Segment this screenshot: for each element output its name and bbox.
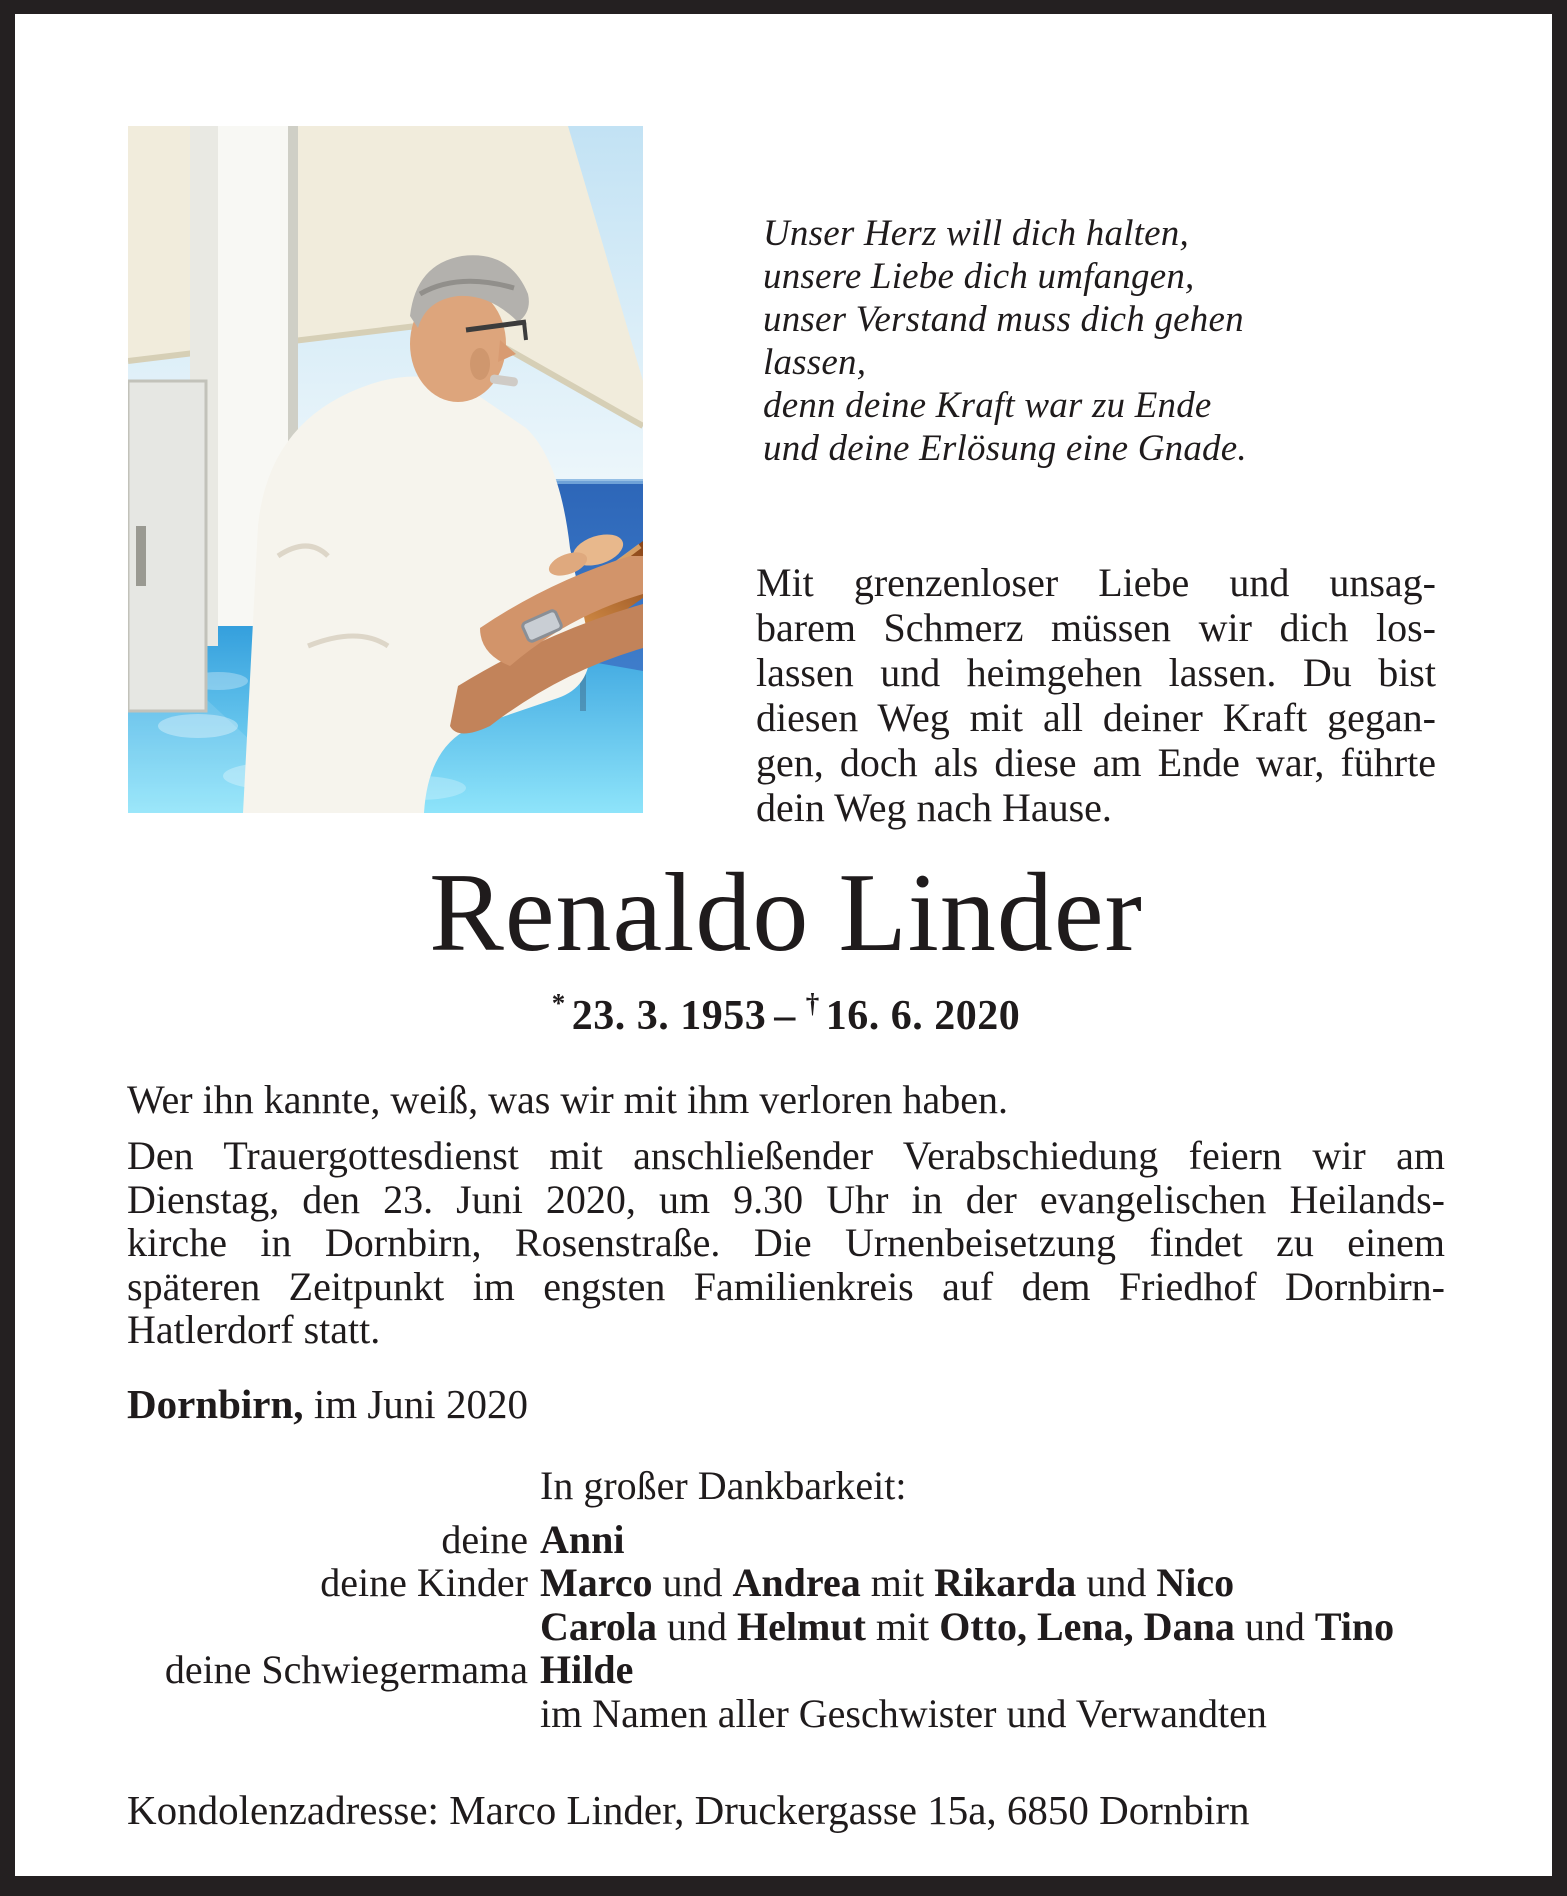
mourner-name: Otto, Lena, Dana [939, 1603, 1235, 1649]
text-line: kirche in Dornbirn, Rosenstraße. Die Urnenbeisetzung findet zu einem [127, 1220, 1445, 1265]
text-line: barem Schmerz müssen wir dich los- [756, 605, 1436, 650]
mourner-row [127, 1561, 1463, 1605]
mourner-relation-label [127, 1692, 528, 1736]
birth-date: 23. 3. 1953 [571, 993, 767, 1039]
text-line: lassen und heimgehen lassen. Du bist [756, 650, 1436, 695]
mourner-names [540, 1605, 1463, 1649]
text-line: Den Trauergottesdienst mit anschließender Verabschiedung feiern wir am [127, 1133, 1445, 1178]
dates-separator: – [774, 993, 796, 1039]
connector-text: und [652, 1560, 733, 1605]
mourner-row [127, 1518, 1463, 1562]
mourner-row [127, 1605, 1463, 1649]
connector-text: mit [865, 1603, 940, 1649]
farewell-paragraph [756, 560, 1436, 830]
text-line: Dienstag, den 23. Juni 2020, um 9.30 Uhr in der evangelischen Heilands- [127, 1176, 1445, 1222]
text-line: denn deine Kraft war zu Ende [763, 385, 1212, 426]
mourner-name: Nico [1156, 1560, 1235, 1605]
text-line: Mit grenzenloser Liebe und unsag- [756, 560, 1436, 605]
funeral-announcement [127, 1134, 1445, 1352]
mourner-name: Andrea [732, 1560, 861, 1605]
mourner-name: Marco [540, 1560, 653, 1605]
text-line: dein Weg nach Hause. [756, 785, 1112, 830]
tribute-line: Wer ihn kannte, weiß, was wir mit ihm verloren haben. [127, 1077, 1008, 1122]
mourner-relation-label: deine Schwiegermama [164, 1647, 528, 1692]
text-line: unsere Liebe dich umfangen, [763, 256, 1195, 297]
mourner-name: Helmut [737, 1603, 866, 1649]
mourner-relation-label: deine [441, 1516, 528, 1562]
mourner-name: Hilde [540, 1647, 634, 1692]
connector-text: und [657, 1603, 738, 1649]
date-text: im Juni 2020 [303, 1381, 528, 1427]
place-date-line [127, 1380, 1445, 1428]
mourner-name: Carola [540, 1603, 658, 1649]
mourners-list [127, 1518, 1463, 1736]
text-line: Hatlerdorf statt. [127, 1307, 381, 1352]
memorial-photo-graphic [128, 126, 643, 813]
mourner-row [127, 1692, 1463, 1736]
text-line: Unser Herz will dich halten, [763, 213, 1189, 254]
mourner-names [540, 1561, 1463, 1605]
text-line: späteren Zeitpunkt im engsten Familienkreis auf dem Friedhof Dornbirn- [127, 1263, 1445, 1309]
thanks-block [127, 1464, 1463, 1735]
mourner-names [540, 1518, 1463, 1562]
thanks-heading: In großer Dankbarkeit: [540, 1463, 907, 1508]
mourner-name: Rikarda [934, 1560, 1077, 1605]
text-line: unser Verstand muss dich gehen lassen, [763, 299, 1244, 383]
connector-text: mit [860, 1560, 935, 1605]
mourner-relation-label [127, 1605, 528, 1649]
text-line: diesen Weg mit all deiner Kraft gegan- [756, 695, 1436, 740]
text-line: und deine Erlösung eine Gnade. [763, 428, 1247, 469]
death-symbol: † [805, 988, 820, 1018]
condolence-address: Kondolenzadresse: Marco Linder, Druckergasse 15a, 6850 Dornbirn [127, 1787, 1250, 1833]
connector-text: und [1076, 1560, 1157, 1605]
mourner-name: Anni [540, 1516, 625, 1562]
death-date: 16. 6. 2020 [825, 993, 1021, 1039]
life-dates [127, 988, 1445, 1040]
mourner-names [540, 1692, 1463, 1736]
poem [763, 212, 1283, 470]
text-line: gen, doch als diese am Ende war, führte [756, 740, 1436, 785]
mourner-row [127, 1648, 1463, 1692]
mourner-name: Tino [1314, 1603, 1395, 1649]
connector-text: im Namen aller Geschwister und Verwandten [540, 1690, 1267, 1736]
connector-text: und [1234, 1603, 1315, 1649]
mourner-relation-label: deine Kinder [320, 1560, 528, 1605]
mourner-names [540, 1648, 1463, 1692]
deceased-name: Renaldo Linder [429, 851, 1143, 975]
place-name: Dornbirn, [127, 1381, 304, 1427]
birth-symbol: * [551, 988, 566, 1018]
memorial-photo [128, 126, 643, 813]
